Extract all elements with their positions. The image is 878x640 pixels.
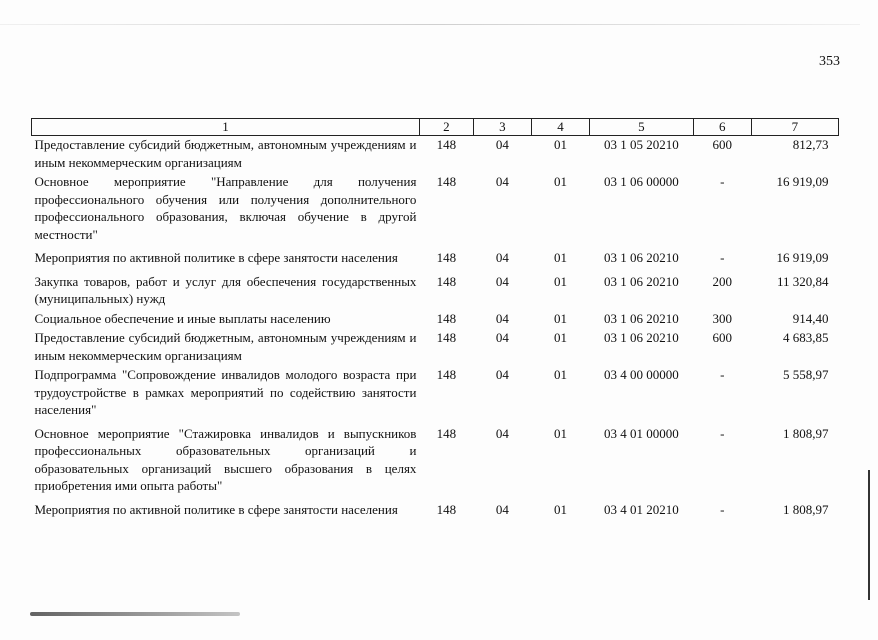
cell-amount: 1 808,97 [783, 501, 829, 517]
cell-amount: 11 320,84 [776, 273, 829, 289]
cell-expense-type: 200 [712, 273, 733, 289]
cell-amount: 1 808,97 [783, 425, 829, 441]
table-row [32, 501, 839, 521]
cell-target-article: 03 4 01 20210 [604, 501, 679, 517]
cell-subsection: 01 [553, 367, 567, 382]
page-number: 353 [819, 54, 840, 69]
table-row [32, 273, 839, 310]
cell-section: 04 [495, 174, 509, 189]
cell-section: 04 [495, 310, 509, 326]
cell-admin-code: 148 [436, 174, 457, 189]
cell-amount: 812,73 [792, 137, 829, 152]
cell-subsection: 01 [553, 501, 567, 517]
cell-expense-type: 300 [712, 310, 733, 326]
row-name: Мероприятия по активной политике в сфере занятости населения [34, 250, 398, 265]
table-row [32, 366, 839, 425]
cell-expense-type: - [720, 501, 725, 517]
row-name: Предоставление субсидий бюджетным, автономным учреждениям и иным некоммерческим организациям [34, 330, 417, 363]
cell-admin-code: 148 [436, 501, 457, 517]
cell-expense-type: - [720, 250, 725, 265]
cell-target-article: 03 4 01 00000 [604, 425, 679, 441]
column-header: 1 [32, 119, 420, 136]
row-name: Основное мероприятие "Стажировка инвалидов и выпускников профессиональных образовательных организаций и образовательных организаций высшего образования в целях приобретения ими опыта работы" [34, 425, 417, 493]
cell-admin-code: 148 [436, 137, 457, 152]
cell-admin-code: 148 [436, 425, 457, 441]
cell-target-article: 03 1 06 20210 [604, 310, 679, 326]
table-row [32, 329, 839, 366]
cell-expense-type: - [720, 367, 725, 382]
cell-subsection: 01 [553, 137, 567, 152]
cell-target-article: 03 4 00 00000 [604, 367, 679, 382]
cell-target-article: 03 1 06 20210 [604, 273, 679, 289]
cell-amount: 914,40 [792, 310, 829, 326]
cell-amount: 16 919,09 [776, 250, 829, 265]
cell-target-article: 03 1 06 20210 [604, 330, 679, 345]
scan-artifact-right [868, 470, 870, 600]
table-header-row [32, 119, 839, 136]
cell-target-article: 03 1 06 00000 [604, 174, 679, 189]
cell-section: 04 [495, 273, 509, 289]
row-name: Подпрограмма "Сопровождение инвалидов молодого возраста при трудоустройстве в рамках мероприятий по содействию занятости населения" [34, 367, 417, 417]
table-row [32, 173, 839, 249]
table-row [32, 249, 839, 273]
table-row [32, 425, 839, 501]
cell-admin-code: 148 [436, 330, 457, 345]
cell-section: 04 [495, 250, 509, 265]
row-name: Закупка товаров, работ и услуг для обеспечения государственных (муниципальных) нужд [34, 273, 417, 306]
cell-admin-code: 148 [436, 273, 457, 289]
cell-expense-type: - [720, 425, 725, 441]
cell-subsection: 01 [553, 174, 567, 189]
cell-admin-code: 148 [436, 310, 457, 326]
cell-expense-type: 600 [712, 137, 733, 152]
cell-amount: 5 558,97 [783, 367, 829, 382]
table-row [32, 136, 839, 174]
budget-table [31, 118, 839, 520]
cell-section: 04 [495, 425, 509, 441]
column-header: 7 [751, 119, 838, 136]
cell-expense-type: 600 [712, 330, 733, 345]
cell-subsection: 01 [553, 250, 567, 265]
cell-admin-code: 148 [436, 367, 457, 382]
row-name: Мероприятия по активной политике в сфере занятости населения [34, 501, 398, 517]
cell-section: 04 [495, 367, 509, 382]
column-header: 2 [419, 119, 473, 136]
scan-artifact-bottom [30, 612, 240, 616]
cell-section: 04 [495, 501, 509, 517]
row-name: Социальное обеспечение и иные выплаты населению [34, 310, 331, 326]
cell-subsection: 01 [553, 310, 567, 326]
cell-target-article: 03 1 05 20210 [604, 137, 679, 152]
cell-admin-code: 148 [436, 250, 457, 265]
row-name: Предоставление субсидий бюджетным, автономным учреждениям и иным некоммерческим организациям [34, 137, 417, 170]
cell-subsection: 01 [553, 273, 567, 289]
column-header: 5 [590, 119, 694, 136]
cell-target-article: 03 1 06 20210 [604, 250, 679, 265]
scan-artifact-top [0, 24, 860, 25]
cell-section: 04 [495, 330, 509, 345]
cell-expense-type: - [720, 174, 725, 189]
cell-amount: 4 683,85 [783, 330, 829, 345]
table-row [32, 310, 839, 330]
row-name: Основное мероприятие "Направление для получения профессионального обучения или получения дополнительного профессионального образования, включая обучение в другой местности" [34, 174, 417, 242]
column-header: 6 [693, 119, 751, 136]
cell-amount: 16 919,09 [776, 174, 829, 189]
cell-subsection: 01 [553, 425, 567, 441]
column-header: 4 [531, 119, 589, 136]
column-header: 3 [473, 119, 531, 136]
cell-subsection: 01 [553, 330, 567, 345]
cell-section: 04 [495, 137, 509, 152]
